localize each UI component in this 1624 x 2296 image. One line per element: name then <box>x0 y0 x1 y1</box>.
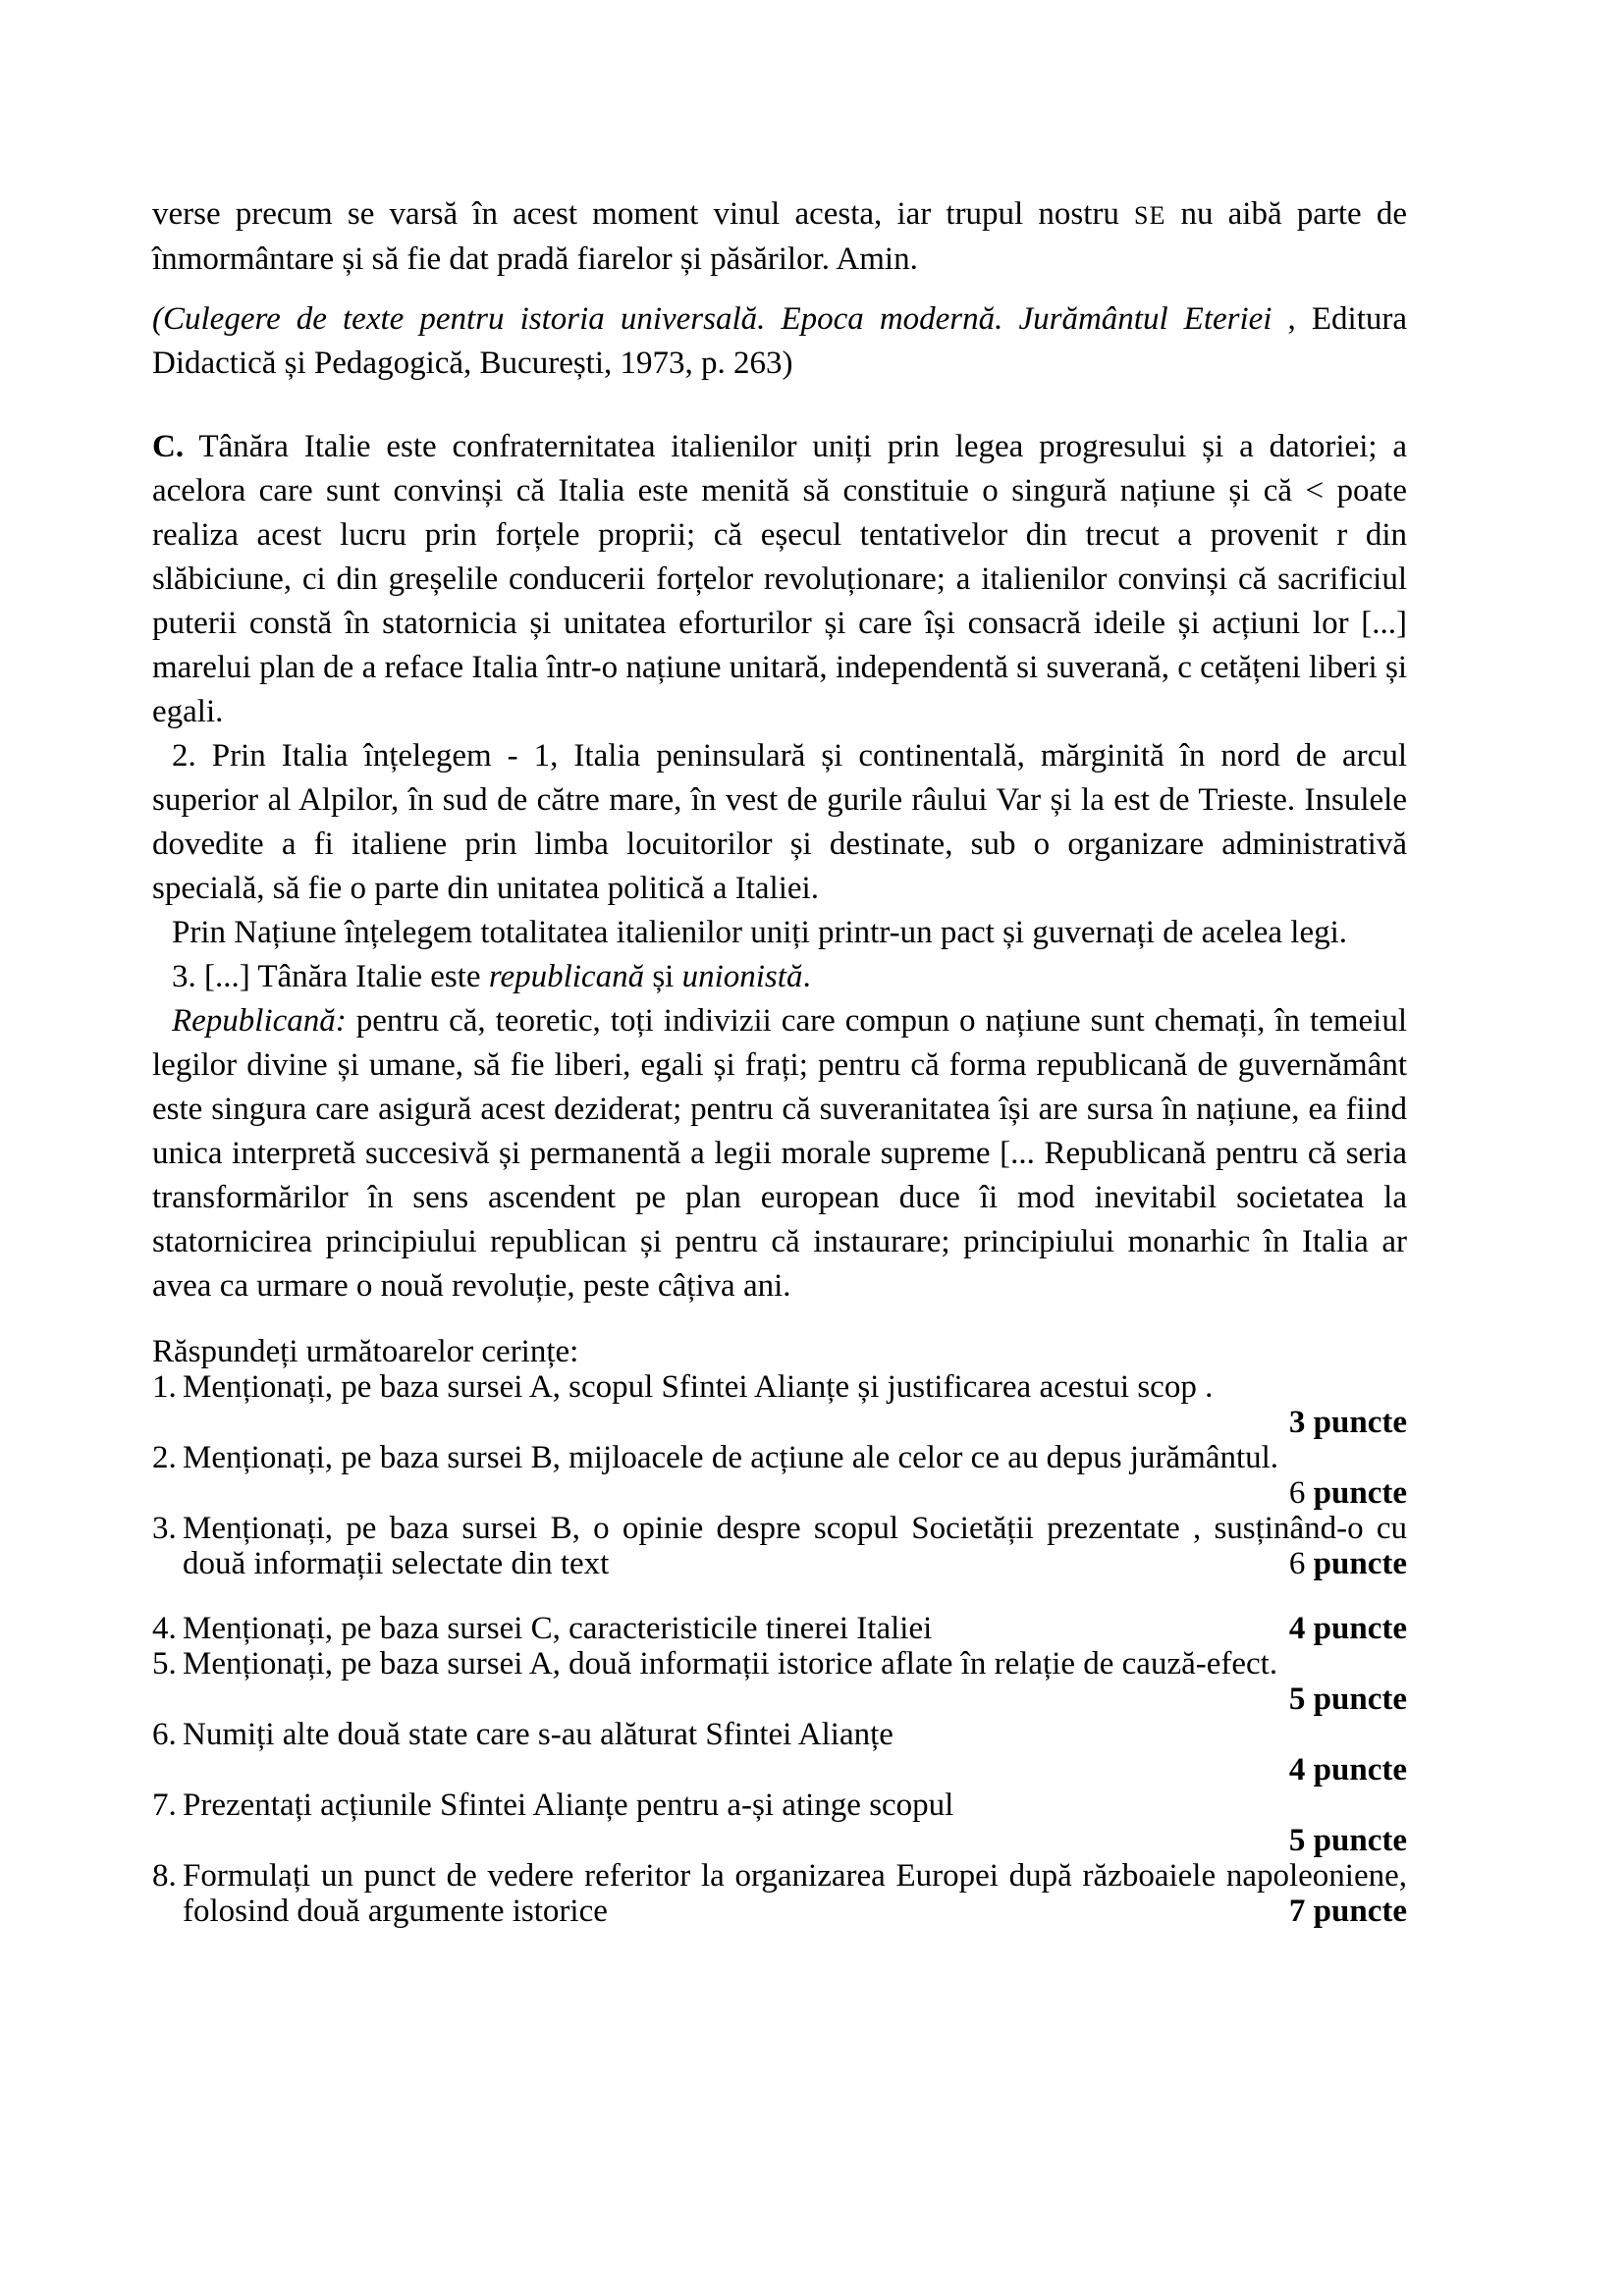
requirement-number: 1. <box>152 1369 177 1405</box>
requirement-text-content: Menționați, pe baza sursei A, două informații istorice aflate în relație de cauză-efect. <box>183 1646 1278 1682</box>
source-b-oath-end-segment: nu aibă parte de înmormântare și să fie dat pradă fiarelor și păsărilor. Amin. <box>152 196 1407 277</box>
requirement-item-6 <box>152 1717 1407 1752</box>
requirement-text-content: Menționați, pe baza sursei C, caracteristicile tinerei Italiei <box>183 1611 933 1646</box>
source-c-par4-segment: 3. [...] Tânăra Italie este <box>172 959 489 994</box>
points-value: 7 <box>1288 1894 1306 1929</box>
requirement-text-content: Menționați, pe baza sursei B, mijloacele de acțiune ale celor ce au depus jurământul. <box>183 1440 1279 1475</box>
requirement-number: 3. <box>152 1511 177 1546</box>
requirement-item-2 <box>152 1440 1407 1475</box>
source-c-par4-segment: și <box>644 959 682 994</box>
requirement-text <box>183 1717 1407 1752</box>
requirement-item-8 <box>152 1858 1407 1929</box>
requirement-text <box>183 1788 1407 1823</box>
points-label <box>152 1682 1407 1717</box>
points-label <box>1289 1546 1407 1581</box>
source-b-oath-end-segment: SE <box>1134 201 1166 230</box>
requirement-text <box>183 1646 1407 1682</box>
requirements-heading: Răspundeți următoarelor cerințe: <box>152 1334 579 1369</box>
points-value: 5 <box>1288 1682 1306 1717</box>
requirement-number: 7. <box>152 1788 177 1823</box>
points-label <box>152 1752 1407 1788</box>
source-b-oath-end <box>152 192 1407 282</box>
points-label <box>152 1823 1407 1858</box>
points-word: puncte <box>1305 1752 1407 1788</box>
requirements-list <box>152 1369 1407 1929</box>
requirement-item-7 <box>152 1788 1407 1823</box>
points-label <box>1289 1611 1407 1646</box>
requirement-text-content: Menționați, pe baza sursei B, o opinie despre scopul Societății prezentate , susținând-o cu două informații selectate din text <box>183 1511 1407 1581</box>
requirement-number: 8. <box>152 1858 177 1894</box>
requirement-text <box>183 1369 1407 1405</box>
requirement-text <box>183 1440 1407 1475</box>
points-value: 4 <box>1288 1611 1306 1646</box>
source-c-intro-segment: C. <box>152 429 185 464</box>
source-c-par4-segment: unionistă <box>681 959 803 994</box>
points-label <box>152 1475 1407 1511</box>
source-c-par4 <box>152 955 1407 999</box>
source-b-citation-segment: , Editura Didactică și Pedagogică, București, 1973, p. 263) <box>152 301 1407 381</box>
source-text-block <box>152 192 1407 1308</box>
points-value: 3 <box>1288 1405 1306 1440</box>
source-c-par5 <box>152 999 1407 1308</box>
requirement-number: 4. <box>152 1611 177 1646</box>
source-c-intro <box>152 425 1407 734</box>
requirement-text-content: Prezentați acțiunile Sfintei Alianțe pentru a-și atinge scopul <box>183 1788 954 1823</box>
requirement-item-4 <box>152 1611 1407 1646</box>
source-c-intro-segment: Tânăra Italie este confraternitatea italienilor uniți prin legea progresului și a datoriei; a acelora care sunt convinși că Italia este menită să constituie o singură națiune și că < poate realiza acest lucru prin forțele proprii; că eșecul tentativelor din trecut a provenit r din slăbiciune, ci din greșelile conducerii forțelor revoluționare; a italienilor convinși că sacrificiul puterii constă în statornicia și unitatea eforturilor și care își consacră ideile și acțiuni lor [...] marelui plan de a reface Italia într-o națiune unitară, independentă si suverană, c cetățeni liberi și egali. <box>152 429 1407 729</box>
source-c-par5-segment: Republicană: <box>172 1003 347 1039</box>
requirement-text <box>183 1858 1407 1929</box>
requirement-item-3 <box>152 1511 1407 1581</box>
points-label <box>152 1405 1407 1440</box>
source-c-par3 <box>152 911 1407 955</box>
points-word: puncte <box>1305 1405 1407 1440</box>
source-c-par4-segment: republicană <box>488 959 645 994</box>
points-value: 6 <box>1288 1546 1306 1581</box>
document-content <box>152 192 1407 1929</box>
requirement-text <box>183 1511 1407 1581</box>
points-word: puncte <box>1305 1823 1407 1858</box>
source-c-par2-segment: 2. Prin Italia înțelegem - 1, Italia peninsulară și continentală, mărginită în nord de arcul superior al Alpilor, în sud de către mare, în vest de gurile râului Var și la est de Trieste. Insulele dovedite a fi italiene prin limba locuitorilor și destinate, sub o organizare administrativă specială, să fie o parte din unitatea politică a Italiei. <box>152 738 1407 906</box>
requirement-text-content: Formulați un punct de vedere referitor la organizarea Europei după războaiele napoleoniene, folosind două argumente istorice <box>183 1858 1407 1929</box>
points-word: puncte <box>1305 1475 1407 1511</box>
requirement-text <box>183 1611 1407 1646</box>
requirement-number: 2. <box>152 1440 177 1475</box>
points-word: puncte <box>1305 1894 1407 1929</box>
points-value: 4 <box>1288 1752 1306 1788</box>
source-b-citation <box>152 297 1407 386</box>
requirement-text-content: Numiți alte două state care s-au alăturat Sfintei Alianțe <box>183 1717 893 1752</box>
points-word: puncte <box>1305 1682 1407 1717</box>
requirement-text-content: Menționați, pe baza sursei A, scopul Sfintei Alianțe și justificarea acestui scop . <box>183 1369 1214 1405</box>
points-label <box>1289 1894 1407 1929</box>
requirement-item-1 <box>152 1369 1407 1405</box>
source-c-par4-segment: . <box>802 959 811 994</box>
source-c-par2 <box>152 734 1407 911</box>
points-value: 5 <box>1288 1823 1306 1858</box>
requirement-item-5 <box>152 1646 1407 1682</box>
points-word: puncte <box>1305 1546 1407 1581</box>
points-word: puncte <box>1305 1611 1407 1646</box>
points-value: 6 <box>1288 1475 1306 1511</box>
source-b-citation-segment: (Culegere de texte pentru istoria universală. Epoca modernă. Jurământul Eteriei <box>152 301 1272 337</box>
requirement-number: 6. <box>152 1717 177 1752</box>
requirement-number: 5. <box>152 1646 177 1682</box>
source-b-oath-end-segment: verse precum se varsă în acest moment vinul acesta, iar trupul nostru <box>152 196 1135 232</box>
source-c-par5-segment: pentru că, teoretic, toți indivizii care compun o națiune sunt chemați, în temeiul legilor divine și umane, să fie liberi, egali și frați; pentru că forma republicană de guvernământ este singura care asigură acest deziderat; pentru că suveranitatea își are sursa în națiune, ea fiind unica interpretă succesivă și permanentă a legii morale supreme [... Republicană pentru că seria transformărilor în sens ascendent pe plan european duce îi mod inevitabil societatea la statornicirea principiului republican și pentru că instaurare; principiului monarhic în Italia ar avea ca urmare o nouă revoluție, peste câțiva ani. <box>152 1003 1407 1304</box>
source-c-par3-segment: Prin Națiune înțelegem totalitatea italienilor uniți printr-un pact și guvernați de acelea legi. <box>172 915 1348 950</box>
